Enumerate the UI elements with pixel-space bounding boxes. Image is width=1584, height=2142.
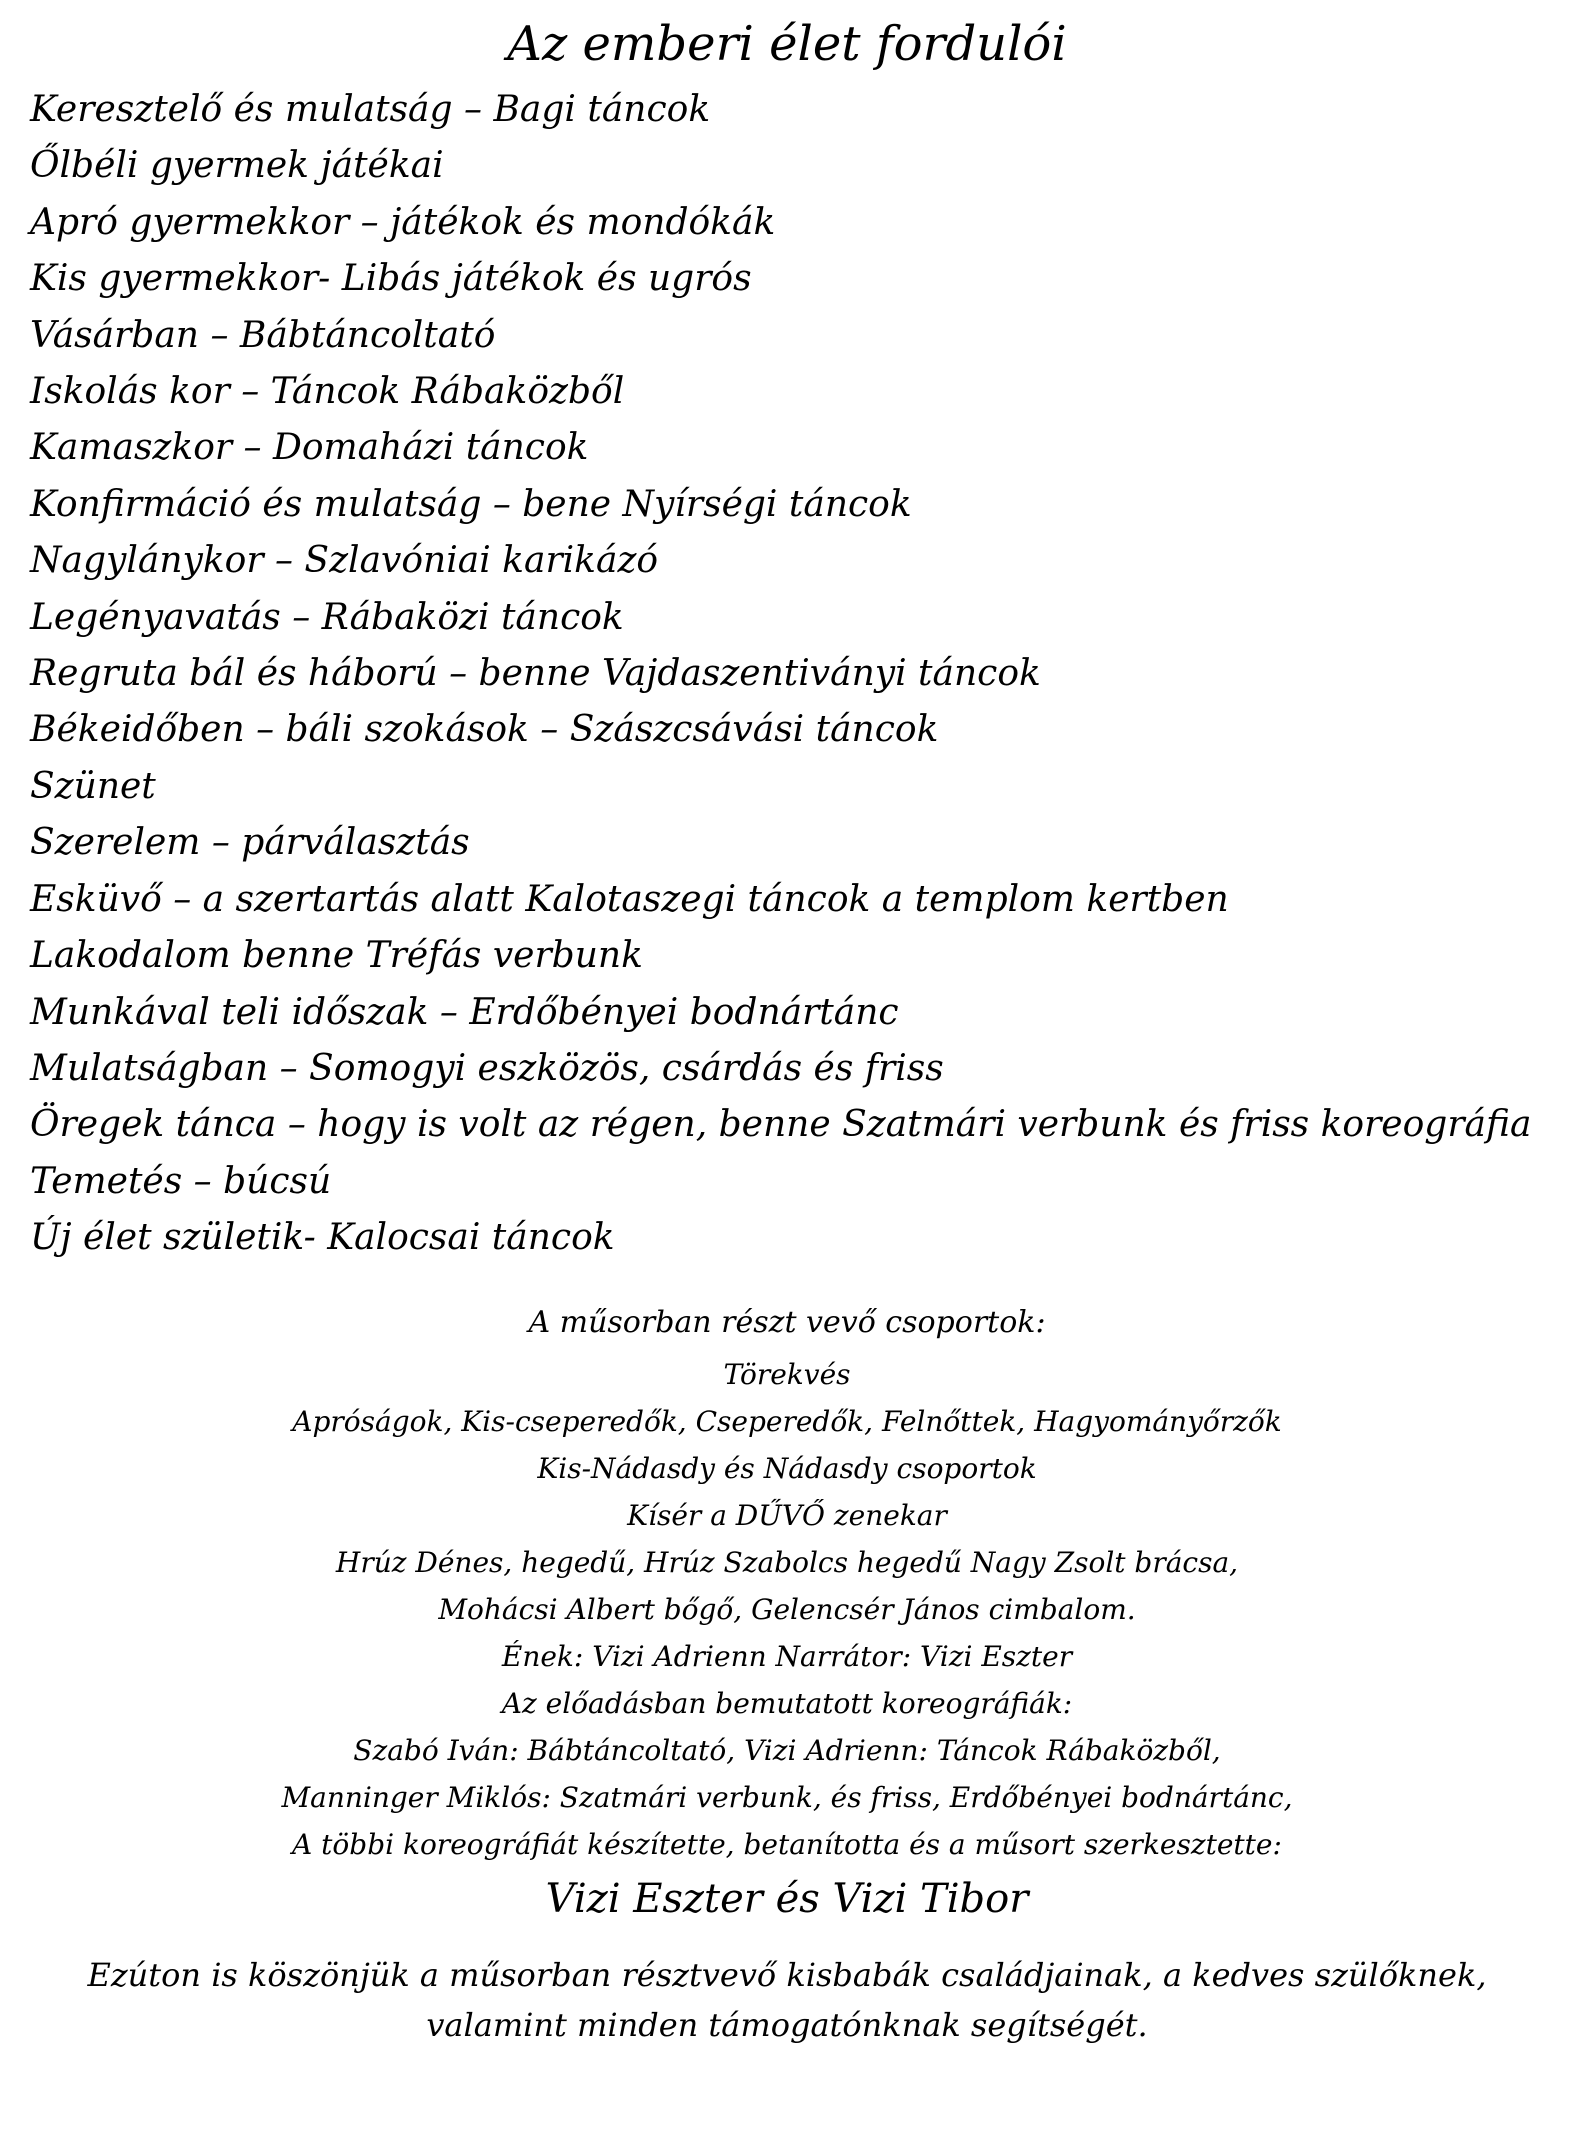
program-item: Apró gyermekkor – játékok és mondókák: [30, 201, 776, 243]
groups-line: Szabó Iván: Bábtáncoltató, Vizi Adrienn: Táncok Rábaközből,: [353, 1733, 1221, 1767]
program-item: Esküvő – a szertartás alatt Kalotaszegi táncok a templom kertben: [30, 878, 1229, 920]
program-item: Kamaszkor – Domaházi táncok: [30, 427, 589, 469]
program-item: Munkával teli időszak – Erdőbényei bodnártánc: [30, 991, 899, 1033]
program-item: Szerelem – párválasztás: [30, 822, 470, 864]
program-item: Békeidőben – báli szokások – Szászcsávási táncok: [30, 709, 939, 751]
program-item: Keresztelő és mulatság – Bagi táncok: [30, 89, 711, 130]
program-item: Iskolás kor – Táncok Rábaközből: [30, 371, 625, 413]
groups-line: Kis-Nádasdy és Nádasdy csoportok: [537, 1451, 1037, 1485]
program-item: Kis gyermekkor- Libás játékok és ugrós: [30, 258, 752, 300]
thanks-line: valamint minden támogatónknak segítségét.: [426, 2005, 1148, 2044]
program-item: Konfirmáció és mulatság – bene Nyírségi táncok: [30, 483, 912, 525]
groups-line: Az előadásban bemutatott koreográfiák:: [501, 1686, 1073, 1720]
program-item: Lakodalom benne Tréfás verbunk: [30, 935, 643, 977]
authors: Vizi Eszter és Vizi Tibor: [545, 1875, 1029, 1922]
groups-line: Kísér a DŰVŐ zenekar: [627, 1498, 947, 1532]
program-item: Mulatságban – Somogyi eszközös, csárdás és friss: [30, 1047, 944, 1089]
groups-line: Hrúz Dénes, hegedű, Hrúz Szabolcs hegedű Nagy Zsolt brácsa,: [335, 1545, 1239, 1579]
groups-line: Törekvés: [723, 1357, 851, 1391]
program-item: Őlbéli gyermek játékai: [30, 145, 444, 187]
program-list: [30, 82, 1544, 1267]
program-item: Nagylánykor – Szlavóniai karikázó: [30, 540, 659, 582]
groups-line: Mohácsi Albert bőgő, Gelencsér János cimbalom.: [438, 1592, 1136, 1626]
thanks-line: Ezúton is köszönjük a műsorban résztvevő kisbabák családjainak, a kedves szülőknek,: [87, 1955, 1487, 1994]
groups-line: Apróságok, Kis-cseperedők, Cseperedők, Felnőttek, Hagyományőrzők: [292, 1404, 1282, 1438]
program-item: Öregek tánca – hogy is volt az régen, benne Szatmári verbunk és friss koreográfia: [30, 1104, 1532, 1146]
program-item: Legényavatás – Rábaközi táncok: [30, 596, 624, 638]
program-item: Temetés – búcsú: [30, 1160, 332, 1202]
thanks-section: [30, 1950, 1544, 2050]
program-item: Vásárban – Bábtáncoltató: [30, 314, 496, 356]
program-item: Szünet: [30, 765, 156, 807]
groups-line: Manninger Miklós: Szatmári verbunk, és friss, Erdőbényei bodnártánc,: [281, 1780, 1293, 1814]
groups-line: Ének: Vizi Adrienn Narrátor: Vizi Eszter: [501, 1639, 1073, 1673]
groups-section: [30, 1297, 1544, 1868]
program-item: Új élet születik- Kalocsai táncok: [30, 1217, 615, 1259]
groups-line: A többi koreográfiát készítette, betanította és a műsort szerkesztette:: [292, 1827, 1282, 1861]
groups-heading: A műsorban részt vevő csoportok:: [528, 1304, 1046, 1340]
page-title: Az emberi élet fordulói: [507, 16, 1067, 72]
program-item: Regruta bál és háború – benne Vajdaszentiványi táncok: [30, 653, 1041, 695]
